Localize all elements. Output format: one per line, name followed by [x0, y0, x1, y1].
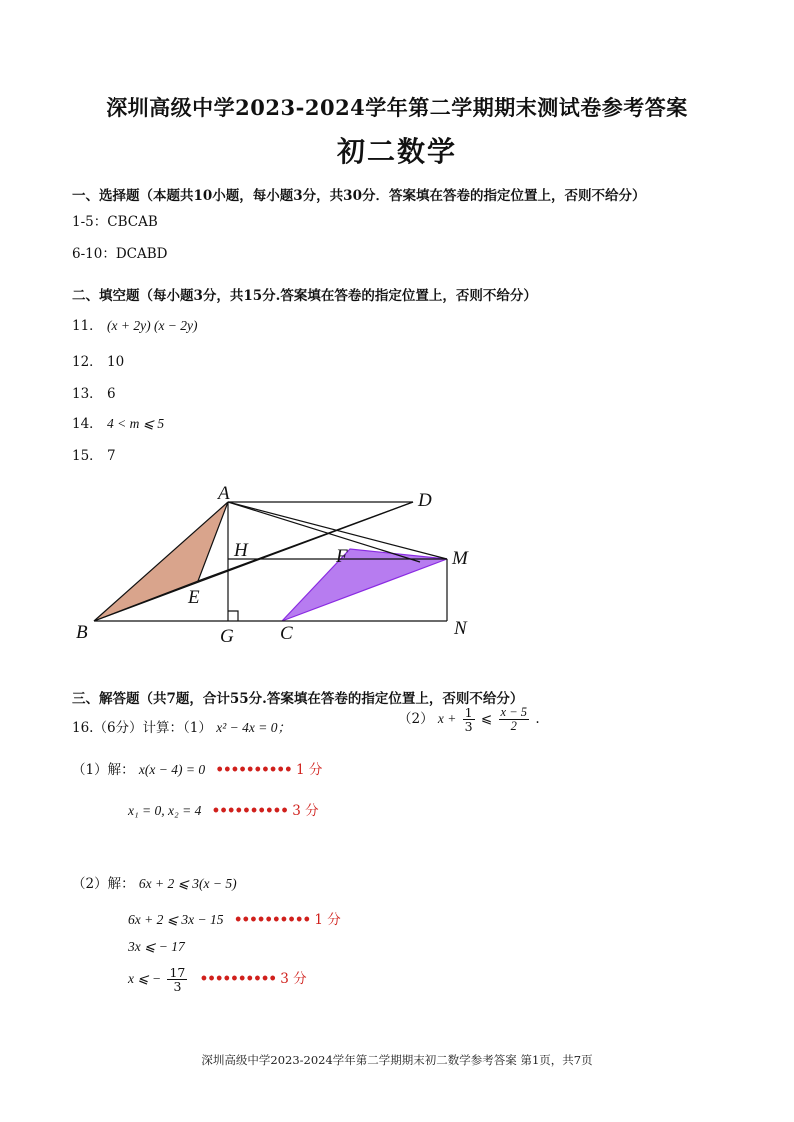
label-N: N — [454, 618, 467, 639]
right-angle-mark — [228, 611, 238, 621]
subject-title: 初二数学 — [336, 135, 457, 168]
label-G: G — [220, 626, 234, 647]
q16-part2 — [398, 706, 540, 733]
label-E: E — [188, 587, 200, 608]
score-3-points: 3 分 — [292, 803, 319, 819]
label-F: F — [336, 546, 348, 567]
mc-answers-6-10: 6-10：DCABD — [72, 246, 168, 262]
score-3-points: 3 分 — [280, 971, 307, 988]
document-title: 深圳高级中学2023-2024学年第二学期期末测试卷参考答案 — [106, 95, 688, 120]
solution1-step2: x₁ = 0, x₂ = 4 — [128, 803, 202, 818]
q16-prompt — [72, 716, 291, 736]
answer-12 — [72, 350, 124, 370]
triangle-CFM — [282, 549, 447, 621]
solution1-line1 — [72, 758, 322, 778]
solution1-label: （1）解： — [72, 762, 135, 778]
q16-le-sign: ⩽ — [480, 711, 493, 728]
q13-number: 13． — [72, 386, 103, 402]
q15-answer: 7 — [106, 448, 116, 464]
solution2-step4-left: x ⩽ − — [128, 971, 162, 987]
answer-14 — [72, 412, 164, 432]
q16-part2-label: （2） — [398, 711, 434, 728]
q16-prompt-text: 16.（6分）计算：（1） — [72, 720, 212, 736]
section2-heading: 二、填空题（每小题3分，共15分.答案填在答卷的指定位置上，否则不给分） — [72, 288, 537, 304]
label-C: C — [280, 623, 293, 644]
answer-15 — [72, 444, 116, 464]
triangle-ABE — [94, 502, 228, 621]
q12-answer: 10 — [106, 354, 125, 370]
score-dots: •••••••••• — [199, 971, 276, 988]
frac2-numerator: x − 5 — [500, 705, 528, 719]
frac2-denominator: 2 — [510, 719, 517, 734]
score-dots: •••••••••• — [211, 803, 288, 819]
q16-eq2-left: x + — [437, 711, 457, 727]
solution1-line2 — [128, 799, 319, 819]
fraction-x-minus-5-over-2 — [499, 706, 529, 733]
solution2-line3 — [128, 939, 185, 955]
line-AF-ext — [228, 502, 420, 562]
q12-number: 12． — [72, 354, 103, 370]
label-D: D — [418, 490, 432, 511]
solution2-step1: 6x + 2 ⩽ 3(x − 5) — [138, 876, 237, 891]
solution2-step3: 3x ⩽ − 17 — [128, 939, 185, 954]
score-1-point: 1 分 — [314, 912, 341, 928]
solution2-line2 — [128, 908, 341, 928]
section3-heading: 三、解答题（共7题，合计55分.答案填在答卷的指定位置上，否则不给分） — [72, 691, 524, 707]
q13-answer: 6 — [106, 386, 116, 402]
solution2-step2: 6x + 2 ⩽ 3x − 15 — [128, 912, 224, 927]
label-A: A — [218, 483, 230, 504]
section1-heading: 一、选择题（本题共10小题，每小题3分，共30分．答案填在答卷的指定位置上，否则不给分） — [72, 188, 646, 204]
q16-eq2-end: . — [535, 711, 540, 728]
answer-13 — [72, 382, 116, 402]
mc-answers-1-5: 1-5：CBCAB — [72, 214, 158, 230]
score-dots: •••••••••• — [215, 762, 292, 778]
label-B: B — [76, 622, 88, 643]
q11-number: 11． — [72, 318, 103, 334]
label-H: H — [234, 540, 248, 561]
q14-answer: 4 < m ⩽ 5 — [106, 416, 165, 431]
solution1-step1: x(x − 4) = 0 — [138, 762, 206, 777]
solution2-label: （2）解： — [72, 876, 135, 892]
frac3-numerator: 17 — [169, 965, 186, 980]
geometry-figure — [70, 478, 490, 653]
q15-number: 15． — [72, 448, 103, 464]
score-dots: •••••••••• — [233, 912, 311, 928]
solution2-line4 — [128, 966, 307, 993]
label-M: M — [452, 548, 468, 569]
q16-equation-1: x² − 4x = 0； — [216, 720, 291, 735]
solution2-line1 — [72, 872, 237, 892]
frac3-denominator: 3 — [173, 979, 182, 995]
fraction-17-over-3 — [167, 966, 187, 993]
q14-number: 14． — [72, 416, 103, 432]
page-footer: 深圳高级中学2023-2024学年第二学期期末初二数学参考答案 第1页，共7页 — [201, 1053, 593, 1067]
frac1-numerator: 1 — [464, 705, 473, 720]
fraction-one-third — [463, 706, 475, 733]
q11-answer: (x + 2y) (x − 2y) — [106, 318, 198, 333]
frac1-denominator: 3 — [464, 719, 473, 735]
score-1-point: 1 分 — [295, 762, 323, 778]
answer-11 — [72, 314, 198, 334]
